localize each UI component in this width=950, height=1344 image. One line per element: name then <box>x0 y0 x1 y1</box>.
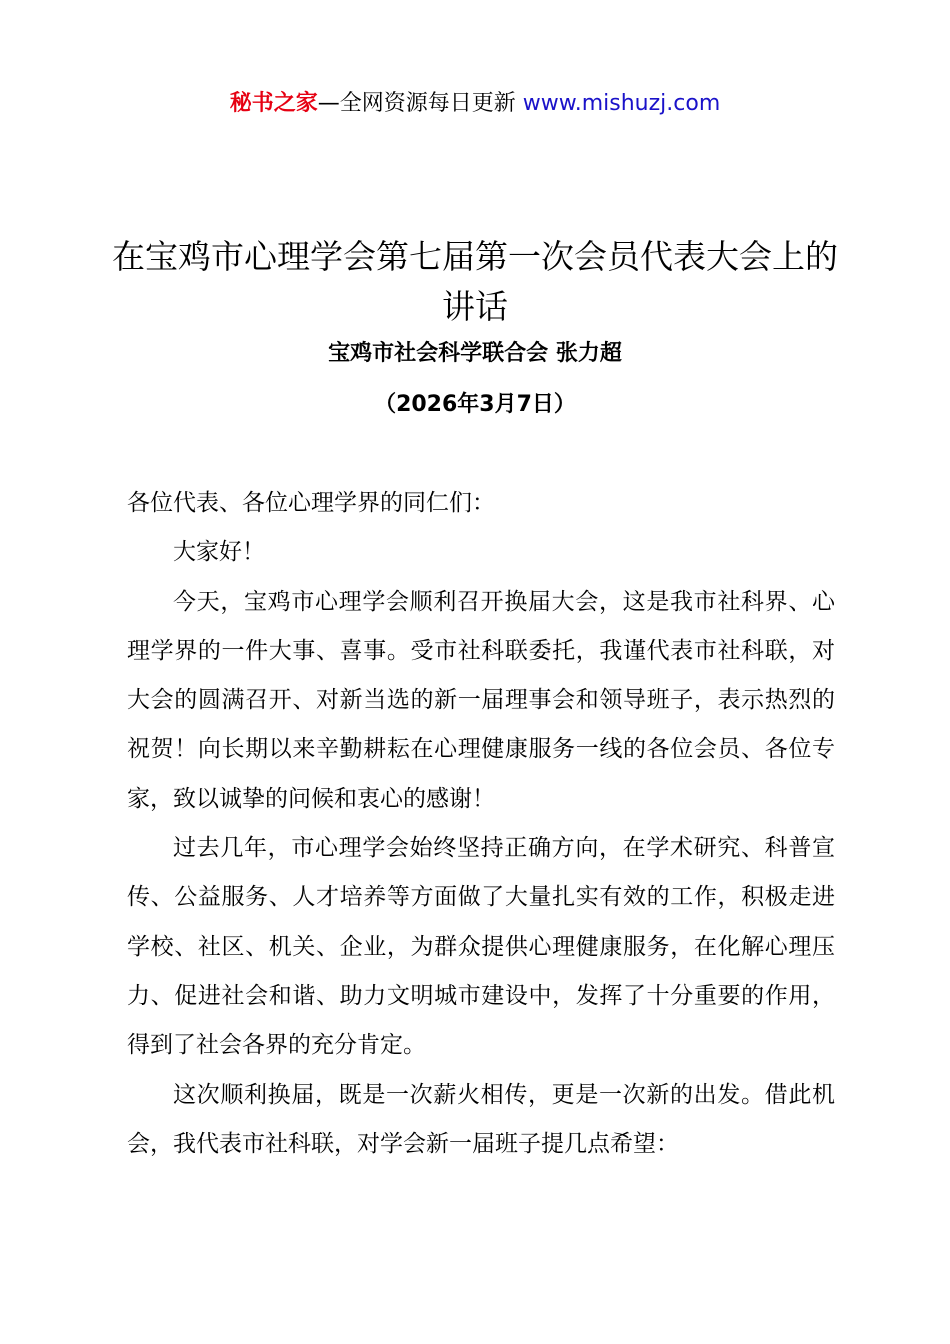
paragraph-greeting: 大家好！ <box>173 539 265 566</box>
header-tagline: —全网资源每日更新 <box>317 91 523 116</box>
paragraph-expectations: 这次顺利换届，既是一次薪火相传，更是一次新的出发。借此机会，我代表市社科联，对学会新一届班子提几点希望： <box>127 1081 835 1157</box>
page-header <box>0 86 950 122</box>
paragraph-congratulations: 今天，宝鸡市心理学会顺利召开换届大会，这是我市社科界、心理学界的一件大事、喜事。受市社科联委托，我谨代表市社科联，对大会的圆满召开、对新当选的新一届理事会和领导班子，表示热烈的祝贺！向长期以来辛勤耕耘在心理健康服务一线的各位会员、各位专家，致以诚挚的问候和衷心的感谢！ <box>127 588 835 812</box>
document-title: 在宝鸡市心理学会第七届第一次会员代表大会上的讲话 <box>112 237 838 326</box>
brand-name: 秘书之家 <box>229 91 318 116</box>
paragraph-achievements: 过去几年，市心理学会始终坚持正确方向，在学术研究、科普宣传、公益服务、人才培养等方面做了大量扎实有效的工作，积极走进学校、社区、机关、企业，为群众提供心理健康服务，在化解心理压力、促进社会和谐、助力文明城市建设中，发挥了十分重要的作用，得到了社会各界的充分肯定。 <box>127 835 835 1059</box>
salutation: 各位代表、各位心理学界的同仁们： <box>127 490 495 516</box>
document-body <box>127 479 835 1169</box>
document-author: 宝鸡市社会科学联合会 张力超 <box>328 341 622 366</box>
document-date: （2026年3月7日） <box>374 392 576 417</box>
site-link[interactable]: www.mishuzj.com <box>522 91 721 116</box>
